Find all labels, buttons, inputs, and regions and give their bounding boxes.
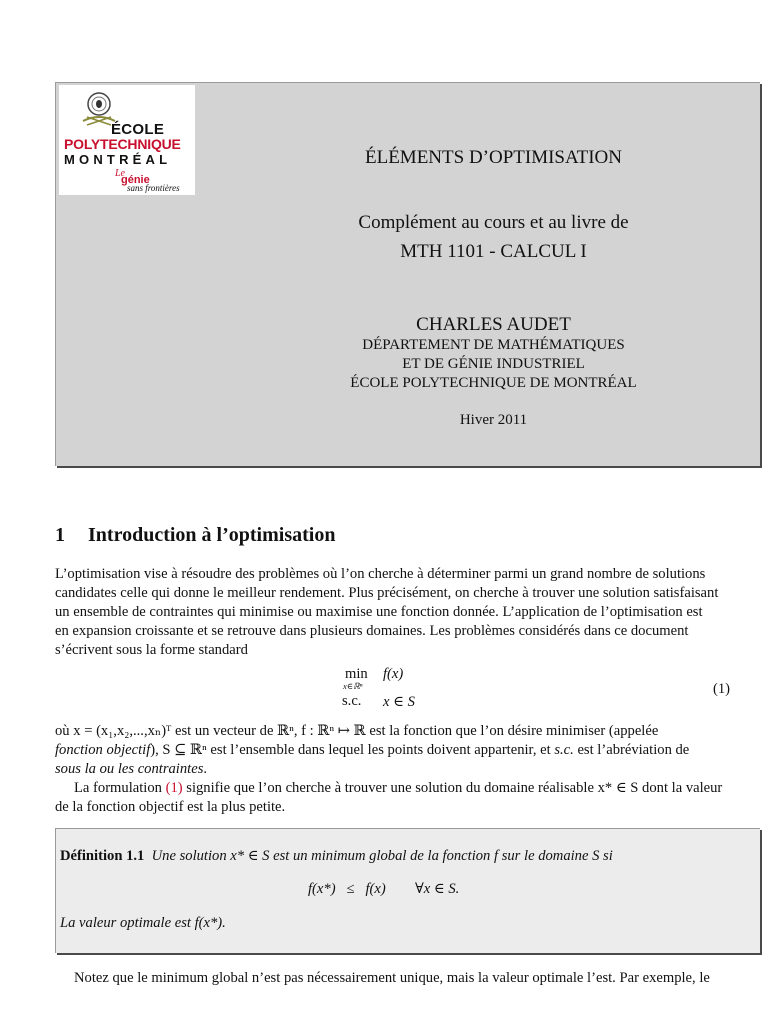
- department-line-1: DÉPARTEMENT DE MATHÉMATIQUES: [362, 337, 625, 353]
- term-fonction-objectif: fonction objectif: [55, 742, 151, 758]
- section-number: 1: [55, 524, 65, 546]
- paragraph-intro: [55, 565, 759, 660]
- section-heading: [55, 524, 335, 547]
- logo-tag-genie: génie: [121, 174, 150, 186]
- department-line-2: ET DE GÉNIE INDUSTRIEL: [402, 356, 585, 372]
- logo-tag-sans-frontieres: sans frontières: [127, 183, 180, 193]
- paragraph-line: en expansion croissante et se retrouve dans plusieurs domaines. Les problèmes considérés dans ce document: [55, 623, 689, 639]
- definition-closing: La valeur optimale est f(x*).: [60, 915, 226, 931]
- paragraph-definitions: [55, 722, 759, 779]
- document-date: Hiver 2011: [459, 412, 528, 428]
- eq-objective: f(x): [383, 666, 404, 682]
- paragraph-line: candidates celle qui donne le meilleur rendement. Plus précisément, on cherche à trouver une solution satisfaisant: [55, 585, 719, 601]
- paragraph-line: où x = (x₁,x₂,...,xₙ)ᵀ est un vecteur de ℝⁿ, f : ℝⁿ ↦ ℝ est la fonction que l’on désire minimiser (appelée: [55, 723, 659, 739]
- section-title: Introduction à l’optimisation: [88, 524, 336, 546]
- paragraph-line: de la fonction objectif est la plus petite.: [55, 799, 286, 815]
- term-sc: s.c.: [554, 742, 574, 758]
- definition-statement: Une solution x* ∈ S est un minimum global de la fonction f sur le domaine S si: [151, 848, 613, 864]
- definition-statement-line: [60, 847, 613, 865]
- paragraph-line: [55, 741, 759, 760]
- text-run: ), S ⊆ ℝⁿ est l’ensemble dans lequel les points doivent appartenir, et: [150, 742, 555, 758]
- author-name: CHARLES AUDET: [416, 314, 571, 335]
- def-eq-right: f(x): [365, 881, 386, 897]
- definition-box: [55, 828, 760, 953]
- logo-montreal: MONTRÉAL: [64, 152, 172, 167]
- eq-constraint: x ∈ S: [383, 694, 415, 710]
- eq-min-subscript: x∈ℝⁿ: [343, 681, 363, 691]
- definition-label: Définition 1.1: [60, 848, 145, 864]
- paragraph-last-line: Notez que le minimum global n’est pas nécessairement unique, mais la valeur optimale l’est. Par exemple, le: [74, 970, 710, 986]
- text-run: .: [203, 761, 208, 777]
- logo-polytechnique: POLYTECHNIQUE: [64, 136, 181, 152]
- paragraph-line: s’écrivent sous la forme standard: [55, 642, 248, 658]
- paragraph-formulation: [55, 779, 759, 817]
- department-line-3: ÉCOLE POLYTECHNIQUE DE MONTRÉAL: [350, 375, 637, 391]
- def-eq-left: f(x*): [308, 881, 336, 897]
- logo-tag-le: Le: [115, 168, 125, 179]
- eq-min: min: [345, 666, 368, 682]
- equation-reference-link[interactable]: (1): [165, 780, 183, 796]
- def-eq-quantifier: ∀x ∈ S.: [414, 881, 460, 897]
- logo-ecole: ÉCOLE: [111, 121, 165, 138]
- text-run: La formulation: [74, 780, 166, 796]
- term-sous-contraintes: sous la ou les contraintes: [55, 761, 204, 777]
- paragraph-line: L’optimisation vise à résoudre des problèmes où l’on cherche à déterminer parmi un grand nombre de solutions: [55, 566, 706, 582]
- def-eq-relation: ≤: [346, 881, 355, 897]
- text-run: signifie que l’on cherche à trouver une solution du domaine réalisable x* ∈ S dont la valeur: [182, 780, 723, 796]
- complement-line-2: MTH 1101 - CALCUL I: [400, 241, 587, 262]
- paragraph-line: [55, 779, 759, 798]
- complement-line-1: Complément au cours et au livre de: [358, 212, 629, 233]
- school-logo: [59, 85, 195, 195]
- definition-equation: [308, 880, 459, 898]
- text-run: est l’abréviation de: [573, 742, 690, 758]
- cover-box: [55, 82, 760, 466]
- eq-sc: s.c.: [342, 693, 362, 709]
- equation-number: (1): [713, 681, 731, 697]
- document-title: ÉLÉMENTS D’OPTIMISATION: [364, 147, 622, 168]
- paragraph-line: un ensemble de contraintes qui minimise ou maximise une fonction donnée. L’application de l’optimisation est: [55, 604, 703, 620]
- paragraph-line: [55, 760, 759, 779]
